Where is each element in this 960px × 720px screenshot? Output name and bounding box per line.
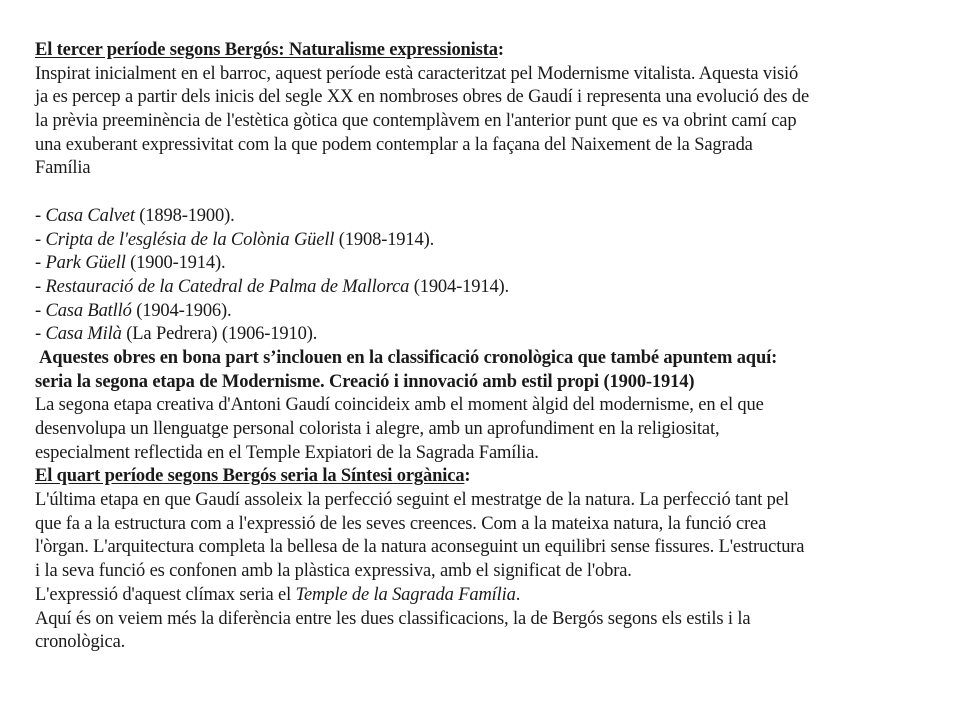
work-bullet: -: [35, 300, 46, 321]
climax-line: [35, 584, 940, 608]
work-title: Cripta de l'església de la Colònia Güell: [45, 229, 335, 250]
work-title: Casa Batlló: [45, 300, 132, 321]
work-dates: (1904-1906).: [131, 300, 232, 321]
section3-heading: El tercer període segons Bergós: Naturalisme expressionista: [35, 40, 498, 60]
work-dates: (1908-1914).: [334, 229, 435, 250]
section4-paragraph-line: l'òrgan. L'arquitectura completa la bellesa de la natura aconseguint un equilibri sense fissures. L'estructura: [35, 537, 805, 558]
climax-prefix: L'expressió d'aquest clímax seria el: [35, 584, 296, 605]
work-list-item: [35, 323, 940, 347]
section4-paragraph-line: que fa a la estructura com a l'expressió de les seves creences. Com a la mateixa natura, la funció crea: [35, 513, 767, 534]
work-dates: (La Pedrera) (1906-1910).: [121, 324, 318, 345]
work-list-item: [35, 205, 940, 229]
classification-bold-line: Aquestes obres en bona part s’inclouen en la classificació cronològica que també apuntem aquí:: [39, 347, 778, 368]
section3-paragraph-line: una exuberant expressivitat com la que podem contemplar a la façana del Naixement de la Sagrada: [35, 134, 753, 155]
classification-paragraph-line: especialment reflectida en el Temple Expiatori de la Sagrada Família.: [35, 442, 539, 463]
climax-title: Temple de la Sagrada Família: [295, 584, 516, 605]
section4-paragraph-line: i la seva funció es confonen amb la plàstica expressiva, amb el significat de l'obra.: [35, 561, 632, 582]
section4-heading-line: [35, 465, 940, 489]
work-title: Casa Milà: [45, 324, 122, 345]
section4-heading-colon: :: [464, 466, 471, 487]
work-dates: (1898-1900).: [134, 205, 235, 226]
work-list-item: [35, 229, 940, 253]
work-title: Restauració de la Catedral de Palma de Mallorca: [45, 276, 410, 297]
document-page: [35, 39, 940, 655]
work-title: Park Güell: [45, 253, 126, 274]
closing-line: cronològica.: [35, 632, 126, 653]
section3-heading-colon: :: [497, 40, 504, 60]
climax-suffix: .: [515, 584, 521, 605]
section3-heading-line: [35, 39, 940, 63]
work-bullet: -: [35, 205, 46, 226]
work-dates: (1900-1914).: [125, 253, 226, 274]
work-list-item: [35, 276, 940, 300]
closing-line: Aquí és on veiem més la diferència entre les dues classificacions, la de Bergós segons els estils i la: [35, 608, 751, 629]
blank-line: [35, 181, 940, 205]
work-dates: (1904-1914).: [409, 276, 510, 297]
classification-bold-line: seria la segona etapa de Modernisme. Creació i innovació amb estil propi (1900-1914): [35, 371, 695, 392]
classification-paragraph-line: La segona etapa creativa d'Antoni Gaudí coincideix amb el moment àlgid del modernisme, en el que: [35, 395, 764, 416]
section3-paragraph-line: Família: [35, 158, 91, 179]
section4-paragraph-line: L'última etapa en que Gaudí assoleix la perfecció seguint el mestratge de la natura. La perfecció tant pel: [35, 490, 789, 511]
section3-paragraph-line: ja es percep a partir dels inicis del segle XX en nombroses obres de Gaudí i representa una evolució des de: [35, 87, 810, 108]
work-bullet: -: [35, 229, 46, 250]
work-bullet: -: [35, 276, 46, 297]
work-bullet: -: [35, 324, 46, 345]
work-title: Casa Calvet: [45, 205, 135, 226]
classification-paragraph-line: desenvolupa un llenguatge personal colorista i alegre, amb un aprofundiment en la religiositat,: [35, 419, 720, 439]
work-list-item: [35, 252, 940, 276]
section4-heading: El quart període segons Bergós seria la Síntesi orgànica: [35, 466, 465, 487]
section3-paragraph-line: Inspirat inicialment en el barroc, aquest període està caracteritzat pel Modernisme vitalista. Aquesta visió: [35, 63, 799, 84]
work-list-item: [35, 300, 940, 324]
work-bullet: -: [35, 253, 46, 274]
section3-paragraph-line: la prèvia preeminència de l'estètica gòtica que contemplàvem en l'anterior punt que es va obrint camí cap: [35, 111, 797, 132]
